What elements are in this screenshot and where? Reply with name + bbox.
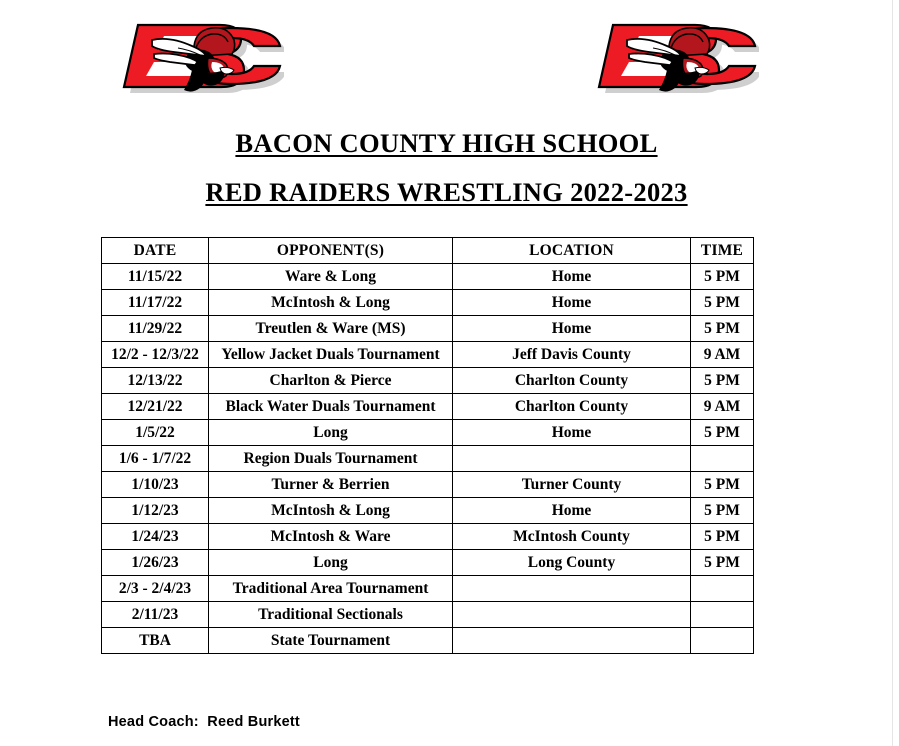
- cell-time: 5 PM: [691, 264, 754, 290]
- cell-date: 2/11/23: [102, 602, 209, 628]
- cell-time: 5 PM: [691, 550, 754, 576]
- cell-date: 12/13/22: [102, 368, 209, 394]
- cell-time: 5 PM: [691, 316, 754, 342]
- cell-time: 5 PM: [691, 498, 754, 524]
- cell-opponent: McIntosh & Ware: [209, 524, 453, 550]
- table-row: [102, 550, 754, 576]
- cell-opponent: State Tournament: [209, 628, 453, 654]
- cell-time: [691, 602, 754, 628]
- table-row: [102, 316, 754, 342]
- cell-date: 1/10/23: [102, 472, 209, 498]
- cell-time: 5 PM: [691, 472, 754, 498]
- table-row: [102, 290, 754, 316]
- cell-location: Long County: [453, 550, 691, 576]
- cell-location: [453, 602, 691, 628]
- table-row: [102, 420, 754, 446]
- cell-opponent: Long: [209, 420, 453, 446]
- cell-location: [453, 628, 691, 654]
- cell-location: Charlton County: [453, 368, 691, 394]
- table-row: [102, 602, 754, 628]
- cell-opponent: Turner & Berrien: [209, 472, 453, 498]
- cell-time: [691, 576, 754, 602]
- table-row: [102, 368, 754, 394]
- cell-date: 1/24/23: [102, 524, 209, 550]
- cell-opponent: McIntosh & Long: [209, 290, 453, 316]
- head-coach-line: Head Coach: Reed Burkett: [108, 714, 300, 730]
- cell-date: 1/26/23: [102, 550, 209, 576]
- cell-opponent: Ware & Long: [209, 264, 453, 290]
- column-header-location: LOCATION: [453, 238, 691, 264]
- cell-location: Home: [453, 420, 691, 446]
- schedule-table: [101, 237, 754, 654]
- table-row: [102, 628, 754, 654]
- schedule-table-container: [101, 237, 753, 654]
- cell-opponent: Charlton & Pierce: [209, 368, 453, 394]
- cell-opponent: Yellow Jacket Duals Tournament: [209, 342, 453, 368]
- cell-location: Home: [453, 290, 691, 316]
- table-header: [102, 238, 754, 264]
- title-block: [0, 128, 893, 208]
- cell-time: 5 PM: [691, 368, 754, 394]
- cell-time: 9 AM: [691, 394, 754, 420]
- table-header-row: [102, 238, 754, 264]
- cell-location: [453, 446, 691, 472]
- cell-location: Home: [453, 264, 691, 290]
- column-header-date: DATE: [102, 238, 209, 264]
- cell-date: 11/29/22: [102, 316, 209, 342]
- cell-location: Charlton County: [453, 394, 691, 420]
- cell-time: 5 PM: [691, 420, 754, 446]
- school-logo-right: [583, 8, 759, 110]
- cell-date: 12/21/22: [102, 394, 209, 420]
- cell-date: 1/6 - 1/7/22: [102, 446, 209, 472]
- cell-location: McIntosh County: [453, 524, 691, 550]
- cell-opponent: McIntosh & Long: [209, 498, 453, 524]
- table-row: [102, 394, 754, 420]
- cell-opponent: Traditional Sectionals: [209, 602, 453, 628]
- cell-date: 11/15/22: [102, 264, 209, 290]
- cell-location: [453, 576, 691, 602]
- table-row: [102, 342, 754, 368]
- logo-row: [0, 0, 893, 118]
- page-subtitle-text: RED RAIDERS WRESTLING 2022-2023: [205, 177, 688, 208]
- cell-time: 5 PM: [691, 290, 754, 316]
- cell-opponent: Treutlen & Ware (MS): [209, 316, 453, 342]
- cell-location: Jeff Davis County: [453, 342, 691, 368]
- column-header-opponents: OPPONENT(S): [209, 238, 453, 264]
- cell-date: 11/17/22: [102, 290, 209, 316]
- cell-date: TBA: [102, 628, 209, 654]
- cell-location: Home: [453, 498, 691, 524]
- cell-date: 12/2 - 12/3/22: [102, 342, 209, 368]
- cell-opponent: Region Duals Tournament: [209, 446, 453, 472]
- cell-time: [691, 446, 754, 472]
- table-row: [102, 472, 754, 498]
- cell-time: 9 AM: [691, 342, 754, 368]
- bc-raiders-logo-icon: [583, 8, 759, 110]
- column-header-time: TIME: [691, 238, 754, 264]
- cell-location: Turner County: [453, 472, 691, 498]
- cell-date: 2/3 - 2/4/23: [102, 576, 209, 602]
- table-row: [102, 576, 754, 602]
- school-logo-left: [108, 8, 284, 110]
- cell-date: 1/5/22: [102, 420, 209, 446]
- cell-location: Home: [453, 316, 691, 342]
- bc-raiders-logo-icon: [108, 8, 284, 110]
- table-body: [102, 264, 754, 654]
- table-row: [102, 524, 754, 550]
- page-title-text: BACON COUNTY HIGH SCHOOL: [235, 128, 658, 158]
- cell-time: 5 PM: [691, 524, 754, 550]
- page-title: [0, 128, 893, 158]
- cell-time: [691, 628, 754, 654]
- cell-date: 1/12/23: [102, 498, 209, 524]
- cell-opponent: Long: [209, 550, 453, 576]
- table-row: [102, 264, 754, 290]
- cell-opponent: Black Water Duals Tournament: [209, 394, 453, 420]
- table-row: [102, 446, 754, 472]
- table-row: [102, 498, 754, 524]
- cell-opponent: Traditional Area Tournament: [209, 576, 453, 602]
- page-subtitle: [0, 177, 893, 207]
